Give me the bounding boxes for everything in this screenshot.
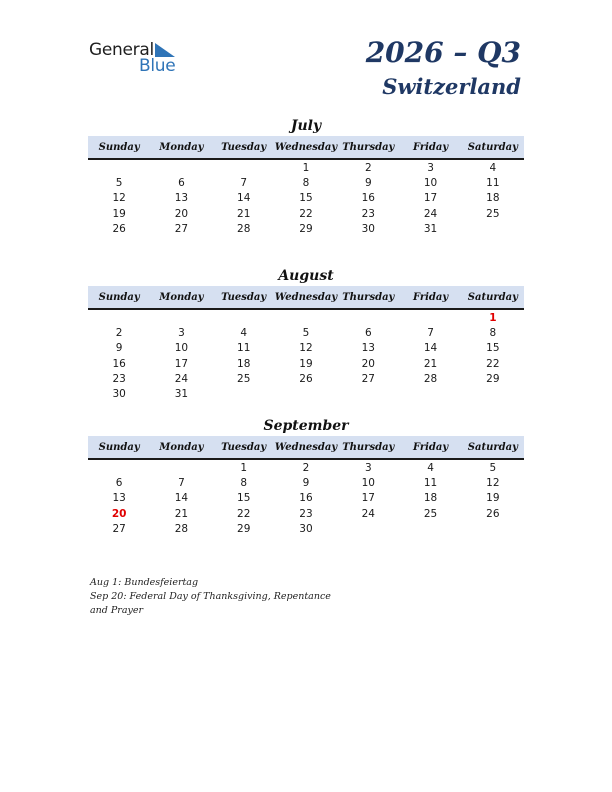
day-cell: 27	[112, 522, 126, 535]
day-cell: 14	[237, 192, 251, 205]
day-cell: 10	[423, 177, 438, 190]
days-grid	[88, 161, 524, 237]
day-cell: 23	[361, 207, 375, 220]
day-cell: 18	[486, 192, 500, 205]
empty-day-cell	[88, 161, 150, 176]
day-cell: 21	[423, 357, 438, 370]
day-cell: 18	[237, 357, 251, 370]
page-title: 2026 – Q3	[365, 36, 521, 69]
month-title: August	[278, 268, 334, 284]
day-cell: 25	[423, 507, 438, 520]
day-cell: 16	[299, 492, 313, 505]
day-cell: 22	[486, 357, 500, 370]
days-grid	[88, 461, 524, 537]
day-cell: 17	[361, 492, 375, 505]
month-title: September	[263, 418, 349, 434]
day-cell: 4	[427, 462, 434, 474]
day-cell: 29	[237, 522, 251, 535]
weekday-label: Sunday	[98, 291, 140, 303]
day-cell: 7	[240, 177, 248, 190]
day-cell: 1	[302, 162, 310, 174]
day-cell: 5	[115, 177, 123, 190]
weekday-label: Tuesday	[221, 291, 267, 303]
day-cell: 26	[486, 507, 500, 520]
day-cell: 28	[237, 222, 251, 235]
weekday-label: Saturday	[467, 141, 518, 153]
weekday-header-row	[88, 286, 524, 310]
days-grid	[88, 311, 524, 402]
logo-flag-icon	[155, 43, 175, 57]
holiday-note: Aug 1: Bundesfeiertag	[90, 577, 199, 588]
day-cell: 2	[364, 162, 372, 174]
page-subtitle: Switzerland	[382, 74, 521, 99]
weekday-label: Friday	[412, 141, 449, 153]
day-cell: 6	[178, 177, 185, 190]
day-cell: 4	[489, 162, 497, 174]
day-cell: 28	[174, 522, 189, 535]
holiday-note: Sep 20: Federal Day of Thanksgiving, Repentance and Prayer	[90, 591, 331, 616]
day-cell: 6	[115, 477, 123, 490]
weekday-label: Thursday	[342, 441, 395, 453]
day-cell: 21	[237, 207, 251, 220]
day-cell: 11	[423, 477, 438, 490]
day-cell: 9	[364, 177, 372, 190]
weekday-label: Monday	[159, 291, 204, 303]
day-cell: 30	[299, 522, 313, 535]
day-cell: 12	[112, 192, 126, 205]
day-cell: 14	[423, 342, 438, 355]
day-cell: 23	[112, 372, 126, 385]
day-cell: 10	[174, 342, 189, 355]
empty-day-cell	[213, 161, 275, 176]
weekday-label: Monday	[159, 441, 204, 453]
day-cell: 15	[299, 192, 313, 205]
weekday-label: Sunday	[98, 441, 140, 453]
day-cell: 10	[361, 477, 375, 490]
day-cell: 28	[423, 372, 438, 385]
day-cell: 11	[486, 177, 500, 190]
day-cell: 19	[299, 357, 313, 370]
empty-day-cell	[275, 311, 337, 326]
day-cell: 17	[174, 357, 189, 370]
empty-day-cell	[337, 311, 399, 326]
weekday-label: Wednesday	[274, 441, 338, 453]
weekday-header-row	[88, 436, 524, 460]
weekday-label: Wednesday	[274, 291, 338, 303]
day-cell: 15	[237, 492, 251, 505]
day-cell: 31	[423, 222, 438, 235]
day-cell: 30	[112, 387, 126, 400]
weekday-label: Wednesday	[274, 141, 338, 153]
day-cell: 7	[427, 327, 434, 340]
weekday-label: Sunday	[98, 141, 140, 153]
day-cell: 14	[174, 492, 189, 505]
day-cell: 5	[489, 462, 497, 474]
day-cell: 13	[174, 192, 189, 205]
day-cell: 29	[486, 372, 500, 385]
day-cell: 23	[299, 507, 313, 520]
empty-day-cell	[213, 311, 275, 326]
day-cell: 29	[299, 222, 313, 235]
day-cell: 8	[240, 477, 248, 490]
weekday-label: Monday	[159, 141, 204, 153]
day-cell: 22	[299, 207, 313, 220]
weekday-header-row	[88, 136, 524, 160]
empty-day-cell	[399, 311, 461, 326]
day-cell: 8	[302, 177, 310, 190]
holiday-notes	[90, 576, 340, 618]
month-september	[88, 416, 524, 537]
day-cell: 3	[364, 462, 372, 474]
weekday-label: Saturday	[467, 291, 518, 303]
empty-day-cell	[88, 461, 150, 476]
empty-day-cell	[150, 461, 212, 476]
day-cell: 20	[174, 207, 189, 220]
day-cell: 26	[112, 222, 126, 235]
weekday-label: Saturday	[467, 441, 518, 453]
empty-day-cell	[150, 311, 212, 326]
day-cell: 19	[112, 207, 126, 220]
month-august	[88, 266, 524, 402]
day-cell: 2	[302, 462, 310, 474]
day-cell: 24	[423, 207, 438, 220]
day-cell: 13	[112, 492, 126, 505]
empty-day-cell	[88, 311, 150, 326]
day-cell: 15	[486, 342, 500, 355]
logo	[89, 40, 189, 76]
weekday-label: Friday	[412, 291, 449, 303]
day-cell: 24	[174, 372, 189, 385]
day-cell: 24	[361, 507, 375, 520]
logo-blue-text: Blue	[139, 56, 176, 76]
day-cell: 12	[486, 477, 500, 490]
day-cell: 4	[240, 327, 248, 340]
day-cell: 18	[423, 492, 438, 505]
weekday-label: Tuesday	[221, 141, 267, 153]
day-cell: 2	[115, 327, 123, 340]
holiday-day-cell: 1	[489, 312, 497, 324]
day-cell: 5	[302, 327, 310, 340]
holiday-day-cell: 20	[111, 507, 127, 520]
day-cell: 21	[174, 507, 189, 520]
day-cell: 22	[237, 507, 251, 520]
weekday-label: Friday	[412, 441, 449, 453]
day-cell: 27	[361, 372, 375, 385]
day-cell: 16	[361, 192, 375, 205]
day-cell: 30	[361, 222, 375, 235]
empty-day-cell	[150, 161, 212, 176]
day-cell: 9	[302, 477, 310, 490]
day-cell: 17	[423, 192, 438, 205]
day-cell: 25	[486, 207, 500, 220]
day-cell: 3	[427, 162, 434, 174]
day-cell: 19	[486, 492, 500, 505]
day-cell: 20	[361, 357, 375, 370]
day-cell: 6	[364, 327, 372, 340]
day-cell: 31	[174, 387, 189, 400]
day-cell: 1	[240, 462, 248, 474]
month-july	[88, 116, 524, 237]
day-cell: 13	[361, 342, 375, 355]
month-title: July	[290, 118, 322, 134]
weekday-label: Thursday	[342, 141, 395, 153]
day-cell: 11	[237, 342, 251, 355]
day-cell: 16	[112, 357, 126, 370]
day-cell: 9	[115, 342, 123, 355]
day-cell: 7	[178, 477, 185, 490]
day-cell: 12	[299, 342, 313, 355]
logo-general-text: General	[89, 40, 154, 60]
day-cell: 25	[237, 372, 251, 385]
weekday-label: Tuesday	[221, 441, 267, 453]
day-cell: 8	[489, 327, 497, 340]
day-cell: 27	[174, 222, 189, 235]
day-cell: 3	[178, 327, 185, 340]
day-cell: 26	[299, 372, 313, 385]
weekday-label: Thursday	[342, 291, 395, 303]
